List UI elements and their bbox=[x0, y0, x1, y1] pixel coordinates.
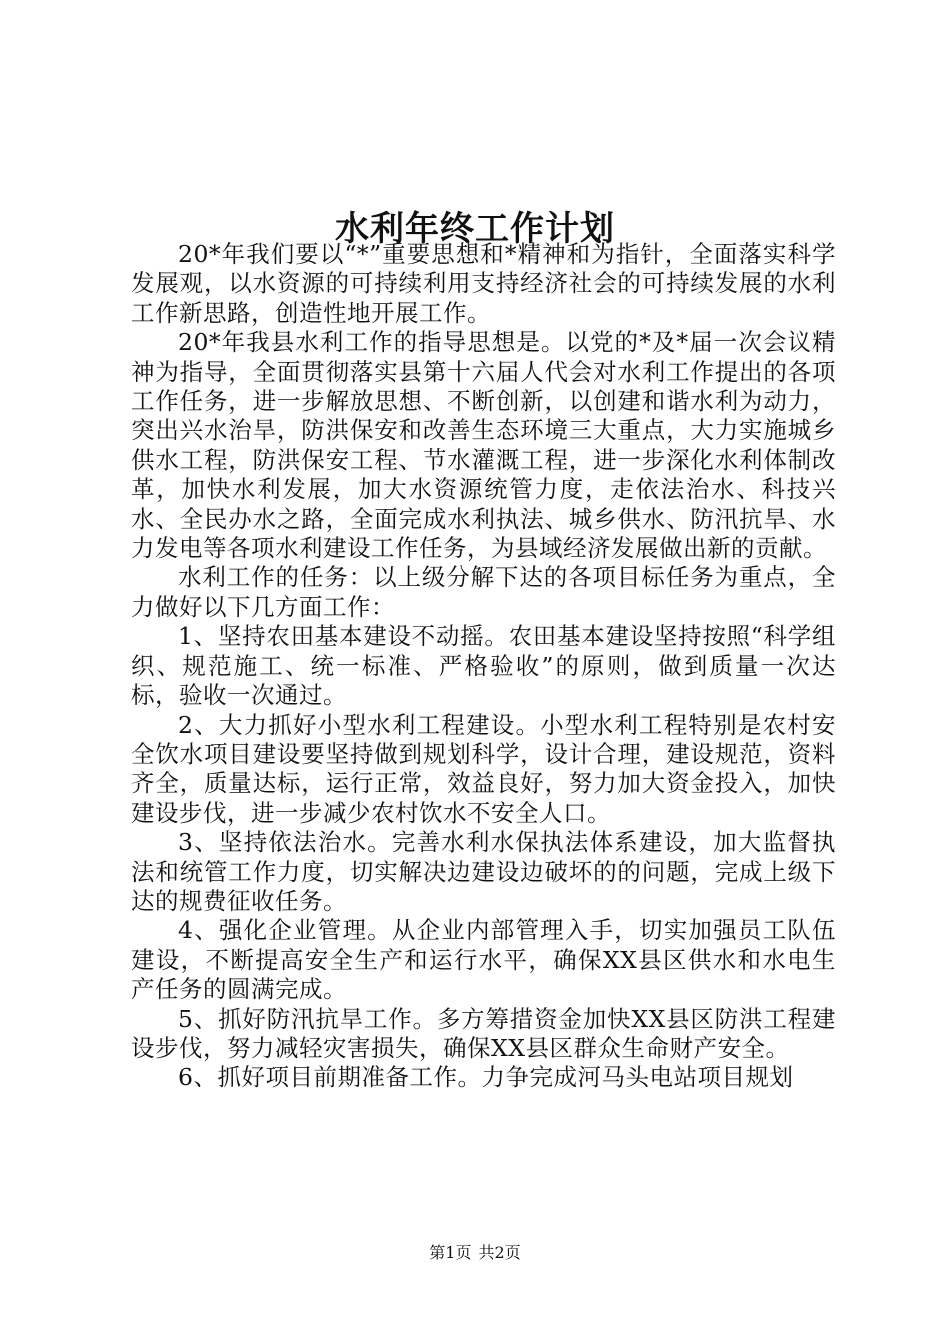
paragraph-task-3: 3、坚持依法治水。完善水利水保执法体系建设，加大监督执法和统管工作力度，切实解决边建设边破坏的的问题，完成上级下达的规费征收任务。 bbox=[131, 828, 836, 915]
paragraph-task-2: 2、大力抓好小型水利工程建设。小型水利工程特别是农村安全饮水项目建设要坚持做到规划科学，设计合理，建设规范，资料齐全，质量达标，运行正常，效益良好，努力加大资金投入，加快建设步伐，进一步减少农村饮水不安全人口。 bbox=[131, 710, 836, 827]
document-title: 水利年终工作计划 bbox=[335, 208, 615, 249]
paragraph-task-1: 1、坚持农田基本建设不动摇。农田基本建设坚持按照“科学组织、规范施工、统一标准、严格验收”的原则，做到质量一次达标，验收一次通过。 bbox=[131, 622, 836, 710]
paragraph-tasks-intro: 水利工作的任务：以上级分解下达的各项目标任务为重点，全力做好以下几方面工作： bbox=[131, 563, 836, 621]
paragraph-task-4: 4、强化企业管理。从企业内部管理入手，切实加强员工队伍建设，不断提高安全生产和运行水平，确保XX县区供水和水电生产任务的圆满完成。 bbox=[131, 916, 836, 1004]
page-number-current: 第1页 bbox=[429, 1243, 472, 1262]
page-footer bbox=[0, 1242, 950, 1264]
document-body bbox=[131, 240, 836, 1093]
paragraph-task-5: 5、抓好防汛抗旱工作。多方筹措资金加快XX县区防洪工程建设步伐，努力减轻灾害损失，确保XX县区群众生命财产安全。 bbox=[131, 1004, 836, 1062]
paragraph-county-guidance: 20*年我县水利工作的指导思想是。以党的*及*届一次会议精神为指导，全面贯彻落实县第十六届人代会对水利工作提出的各项工作任务，进一步解放思想、不断创新，以创建和谐水利为动力，突出兴水治旱，防洪保安和改善生态环境三大重点，大力实施城乡供水工程，防洪保安工程、节水灌溉工程，进一步深化水利体制改革，加快水利发展，加大水资源统管力度，走依法治水、科技兴水、全民办水之路，全面完成水利执法、城乡供水、防汛抗旱、水力发电等各项水利建设工作任务，为县域经济发展做出新的贡献。 bbox=[131, 328, 836, 563]
paragraph-task-6: 6、抓好项目前期准备工作。力争完成河马头电站项目规划 bbox=[178, 1063, 794, 1092]
page-number-total: 共2页 bbox=[478, 1243, 521, 1262]
paragraph-guiding-thought: 20*年我们要以“*”重要思想和*精神和为指针，全面落实科学发展观，以水资源的可持续利用支持经济社会的可持续发展的水利工作新思路，创造性地开展工作。 bbox=[131, 240, 836, 327]
